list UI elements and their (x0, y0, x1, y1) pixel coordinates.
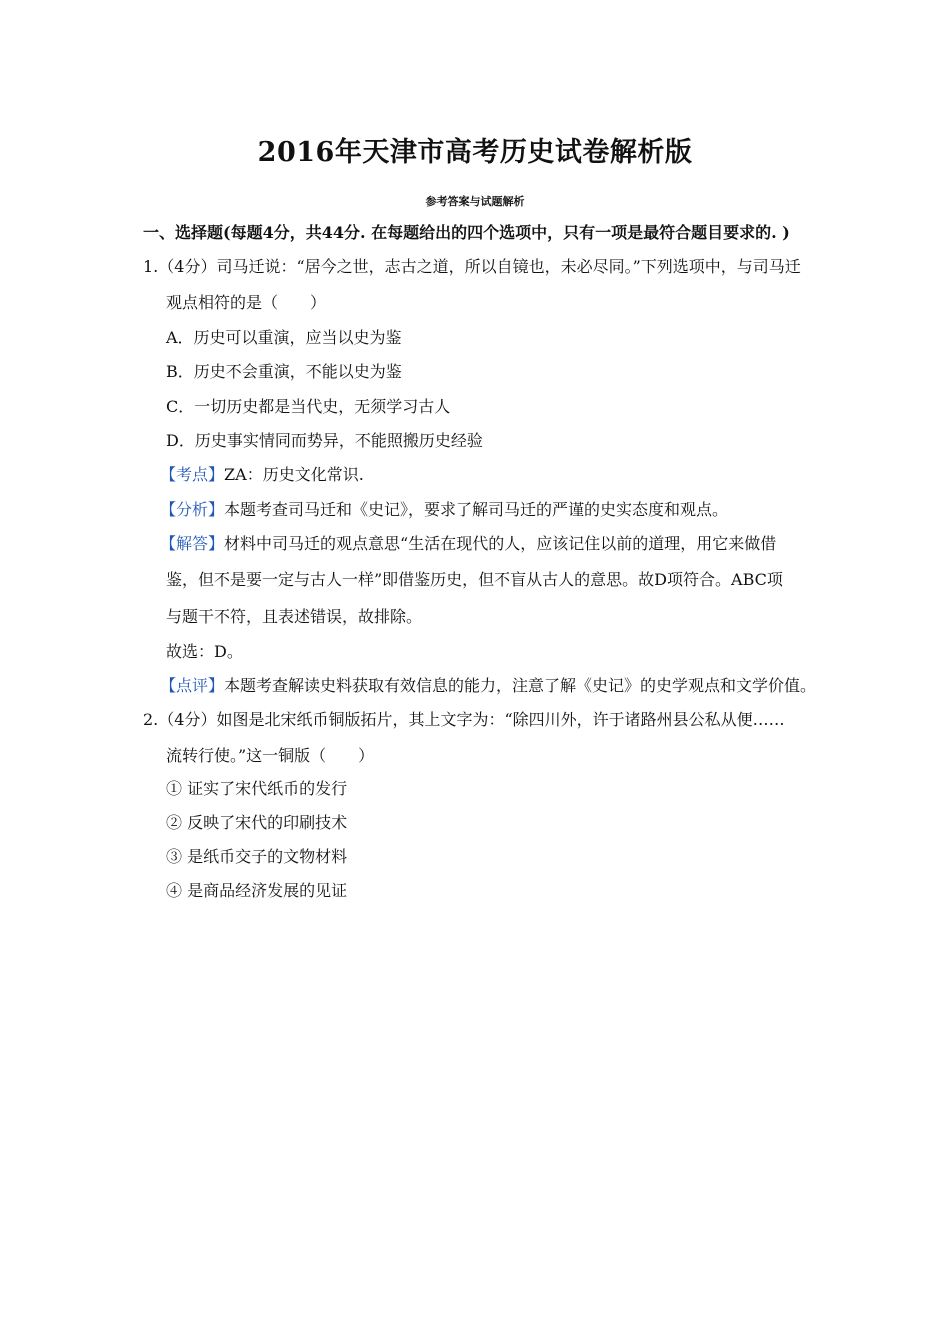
page-subtitle: 参考答案与试题解析 (425, 195, 525, 208)
jieda-tag: 【解答】 (160, 534, 225, 553)
q1-option-d: D．历史事实情同而势异，不能照搬历史经验 (166, 431, 483, 450)
jieda-line1: 材料中司马迁的观点意思“生活在现代的人，应该记住以前的道理，用它来做借 (224, 534, 777, 553)
kaodian-tag: 【考点】 (160, 465, 225, 484)
fenxi-tag: 【分析】 (160, 500, 225, 519)
q1-option-c: C．一切历史都是当代史，无须学习古人 (166, 397, 451, 416)
dianping-text: 本题考查解读史料获取有效信息的能力，注意了解《史记》的史学观点和文学价值。 (224, 676, 817, 695)
q2-item-4: ④ 是商品经济发展的见证 (166, 881, 348, 900)
q2-item-1: ① 证实了宋代纸币的发行 (166, 779, 348, 798)
q1-option-b: B．历史不会重演，不能以史为鉴 (166, 362, 402, 381)
q2-item-3: ③ 是纸币交子的文物材料 (166, 847, 348, 866)
q1-fenxi (160, 499, 728, 521)
q1-jieda (160, 533, 776, 555)
q2-stem-line2: 流转行使。”这一铜版（ ） (166, 746, 375, 765)
q1-option-a: A．历史可以重演，应当以史为鉴 (166, 328, 402, 347)
dianping-tag: 【点评】 (160, 676, 225, 695)
page-title: 2016年天津市高考历史试卷解析版 (257, 137, 693, 168)
q2-stem-line1: 2.（4分）如图是北宋纸币铜版拓片，其上文字为：“除四川外，许于诸路州县公私从便…… (143, 710, 785, 729)
q1-answer: 故选：D。 (166, 642, 243, 661)
q1-stem-line1: 1.（4分）司马迁说：“居今之世，志古之道，所以自镜也，未必尽同。”下列选项中，与司马迁 (143, 257, 801, 276)
fenxi-text: 本题考查司马迁和《史记》，要求了解司马迁的严谨的史实态度和观点。 (224, 500, 729, 519)
q1-stem-line2: 观点相符的是（ ） (166, 293, 327, 312)
kaodian-text: ZA：历史文化常识. (224, 465, 364, 484)
q2-item-2: ② 反映了宋代的印刷技术 (166, 813, 348, 832)
section-heading: 一、选择题(每题4分，共44分. 在每题给出的四个选项中，只有一项是最符合题目要求的. ) (143, 223, 790, 242)
q1-dianping (160, 675, 816, 697)
q1-jieda-line3: 与题干不符，且表述错误，故排除。 (166, 607, 423, 626)
q1-jieda-line2: 鉴，但不是要一定与古人一样”即借鉴历史，但不盲从古人的意思。故D项符合。ABC项 (166, 570, 783, 589)
q1-kaodian (160, 464, 364, 486)
